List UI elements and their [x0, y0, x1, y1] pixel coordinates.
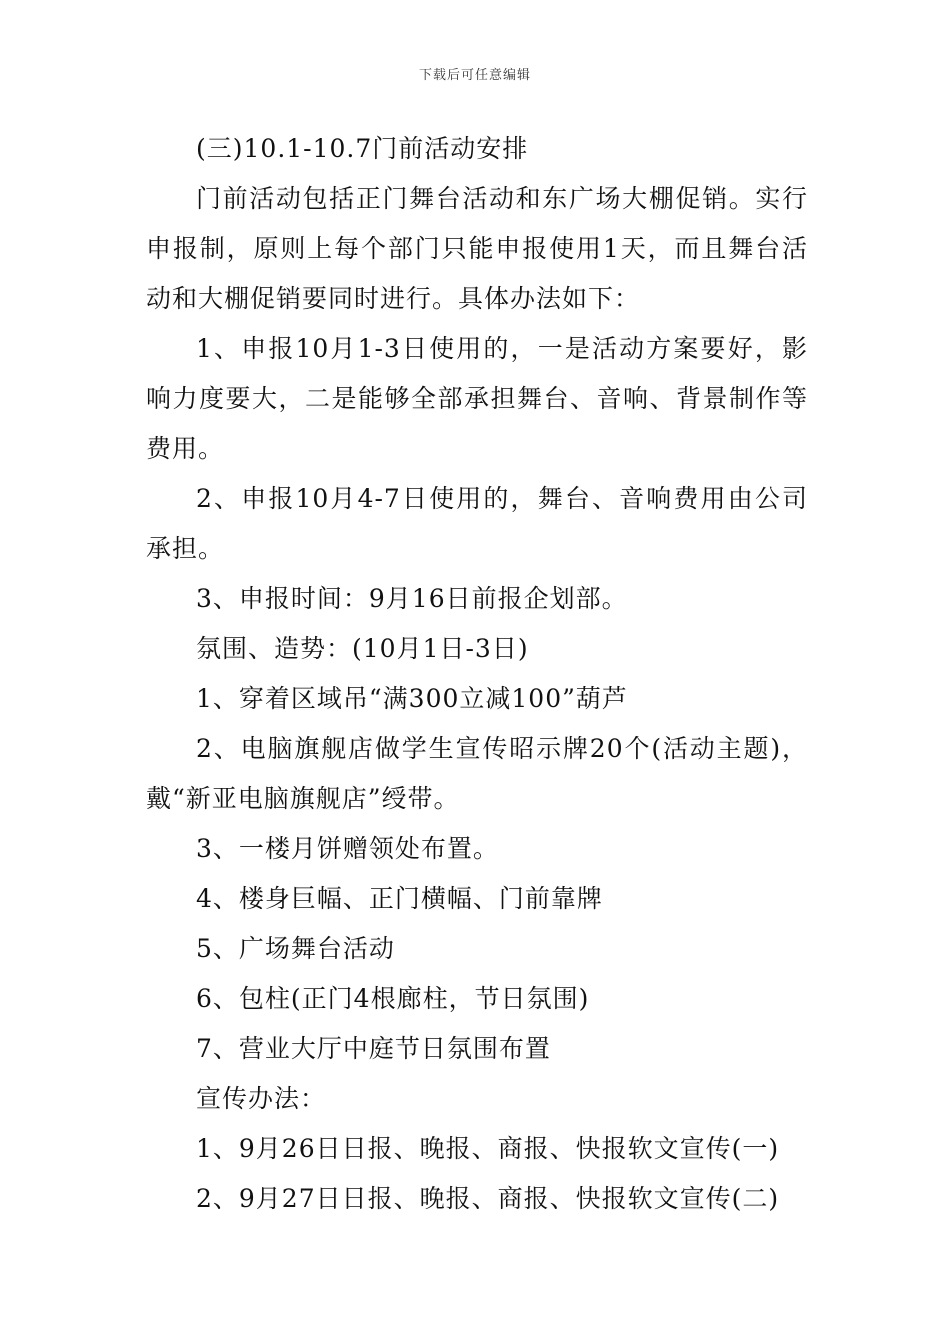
- rule-item-2: 2、申报10月4-7日使用的，舞台、音响费用由公司承担。: [146, 484, 808, 563]
- atmosphere-heading: 氛围、造势：(10月1日-3日): [196, 634, 529, 663]
- promotion-item-2: 2、9月27日日报、晚报、商报、快报软文宣传(二): [196, 1184, 780, 1213]
- atmosphere-item-7: 7、营业大厅中庭节日氛围布置: [196, 1034, 551, 1063]
- rule-item-3: 3、申报时间：9月16日前报企划部。: [196, 584, 628, 613]
- atmosphere-item-3: 3、一楼月饼赠领处布置。: [196, 834, 499, 863]
- atmosphere-item-6: 6、包柱(正门4根廊柱，节日氛围): [196, 984, 590, 1013]
- header-note: 下载后可任意编辑: [418, 68, 531, 83]
- promotion-heading: 宣传办法：: [196, 1084, 327, 1113]
- intro-paragraph: 门前活动包括正门舞台活动和东广场大棚促销。实行申报制，原则上每个部门只能申报使用1天，而且舞台活动和大棚促销要同时进行。具体办法如下：: [146, 184, 808, 313]
- atmosphere-item-2: 2、电脑旗舰店做学生宣传昭示牌20个(活动主题)，戴“新亚电脑旗舰店”绶带。: [146, 734, 808, 813]
- atmosphere-item-1: 1、穿着区域吊“满300立减100”葫芦: [196, 684, 628, 713]
- section-heading: (三)10.1-10.7门前活动安排: [196, 134, 529, 163]
- atmosphere-item-5: 5、广场舞台活动: [196, 934, 395, 963]
- promotion-item-1: 1、9月26日日报、晚报、商报、快报软文宣传(一): [196, 1134, 780, 1163]
- atmosphere-item-4: 4、楼身巨幅、正门横幅、门前靠牌: [196, 884, 603, 913]
- document-body: [146, 124, 808, 1224]
- rule-item-1: 1、申报10月1-3日使用的，一是活动方案要好，影响力度要大，二是能够全部承担舞台、音响、背景制作等费用。: [146, 334, 808, 463]
